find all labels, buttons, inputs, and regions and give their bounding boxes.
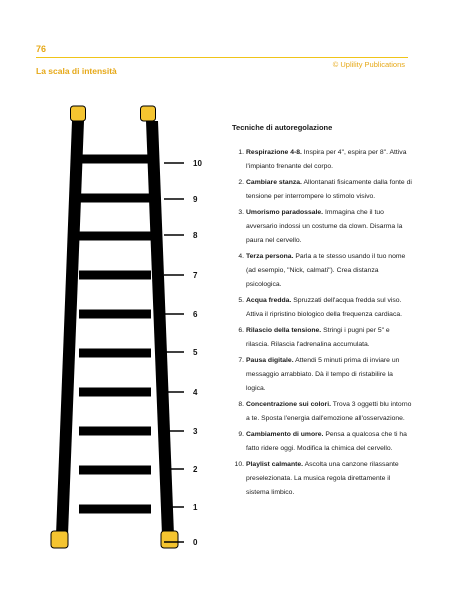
scale-label: 7	[193, 271, 198, 280]
technique-number: 6.	[238, 326, 244, 334]
technique-name: Respirazione 4-8.	[246, 149, 302, 156]
ladder-rung	[79, 155, 151, 164]
scale-label: 0	[193, 538, 198, 547]
scale-label: 8	[193, 231, 198, 240]
technique-number: 1.	[238, 149, 244, 156]
technique-item	[232, 250, 412, 292]
ladder-cap-top-left	[71, 106, 86, 121]
ladder-rung	[79, 505, 151, 514]
ladder-cap-bottom-right	[161, 531, 178, 548]
ladder-rung	[79, 466, 151, 475]
technique-name: Playlist calmante.	[246, 460, 304, 468]
technique-name: Terza persona.	[246, 252, 294, 260]
technique-item	[232, 398, 412, 426]
ladder-rung	[79, 310, 151, 319]
ladder-rungs	[79, 155, 151, 514]
technique-text: Parla a te stesso usando il tuo nome (ad esempio, "Nick, calmati"). Crea distanza psicologica.	[246, 252, 406, 288]
scale-label: 4	[193, 388, 198, 397]
technique-text: Spruzzati dell'acqua fredda sul viso. Attiva il ripristino biologico della frequenza cardiaca.	[246, 296, 403, 318]
technique-list	[232, 146, 412, 499]
technique-item	[232, 428, 412, 456]
technique-name: Umorismo paradossale.	[246, 209, 324, 216]
technique-name: Pausa digitale.	[246, 356, 294, 364]
technique-number: 7.	[238, 356, 244, 364]
scale-label: 9	[193, 195, 198, 204]
technique-number: 5.	[238, 296, 244, 304]
technique-text: Trova 3 oggetti blu intorno a te. Sposta l'energia dall'emozione all'osservazione.	[246, 400, 412, 422]
technique-text: Stringi i pugni per 5" e rilascia. Rilascia l'adrenalina accumulata.	[246, 326, 390, 348]
page-number: 76	[36, 44, 47, 54]
ladder-cap-bottom-left	[51, 531, 68, 548]
technique-text: Allontanati fisicamente dalla fonte di tensione per interrompere lo stimolo visivo.	[246, 179, 412, 200]
scale-label: 6	[193, 310, 198, 319]
scale-label: 10	[193, 159, 202, 168]
technique-text: Ascolta una canzone rilassante preselezionata. La musica regola direttamente il sistema limbico.	[246, 460, 399, 496]
technique-item	[232, 294, 412, 322]
ladder-rung	[79, 271, 151, 280]
technique-item	[232, 354, 412, 396]
techniques-title: Tecniche di autoregolazione	[232, 123, 333, 132]
scale-label: 3	[193, 427, 198, 436]
ladder-rung	[79, 349, 151, 358]
technique-name: Rilascio della tensione.	[246, 326, 322, 334]
ladder-rung	[79, 232, 151, 241]
scale-label: 1	[193, 503, 198, 512]
technique-item	[232, 458, 412, 500]
technique-text: Attendi 5 minuti prima di inviare un messaggio arrabbiato. Dà il tempo di ristabilire la logica.	[246, 356, 400, 392]
techniques-panel	[232, 123, 412, 502]
copyright-notice: © Uplility Publications	[332, 60, 405, 69]
technique-text: Inspira per 4", espira per 8". Attiva l'impianto frenante del corpo.	[246, 149, 407, 170]
technique-number: 4.	[238, 252, 244, 260]
ladder-rung	[79, 194, 151, 203]
technique-item	[232, 146, 412, 174]
technique-number: 8.	[238, 400, 244, 408]
technique-name: Concentrazione sui colori.	[246, 400, 331, 408]
ladder-rung	[79, 427, 151, 436]
technique-text: Immagina che il tuo avversario indossi un costume da clown. Disarma la paura nel cervello.	[246, 209, 403, 244]
scale-label: 5	[193, 348, 198, 357]
ladder-cap-top-right	[141, 106, 156, 121]
technique-name: Acqua fredda.	[246, 296, 292, 304]
technique-item	[232, 324, 412, 352]
technique-number: 9.	[238, 430, 244, 438]
technique-item	[232, 176, 412, 204]
technique-number: 3.	[238, 209, 244, 216]
technique-number: 2.	[238, 179, 244, 186]
technique-name: Cambiamento di umore.	[246, 430, 324, 438]
technique-item	[232, 206, 412, 248]
ladder-rung	[79, 388, 151, 397]
section-title: La scala di intensità	[36, 66, 117, 76]
technique-text: Pensa a qualcosa che ti ha fatto ridere oggi. Modifica la chimica del cervello.	[246, 430, 407, 452]
technique-name: Cambiare stanza.	[246, 179, 302, 186]
technique-number: 10.	[234, 460, 244, 468]
scale-label: 2	[193, 465, 198, 474]
